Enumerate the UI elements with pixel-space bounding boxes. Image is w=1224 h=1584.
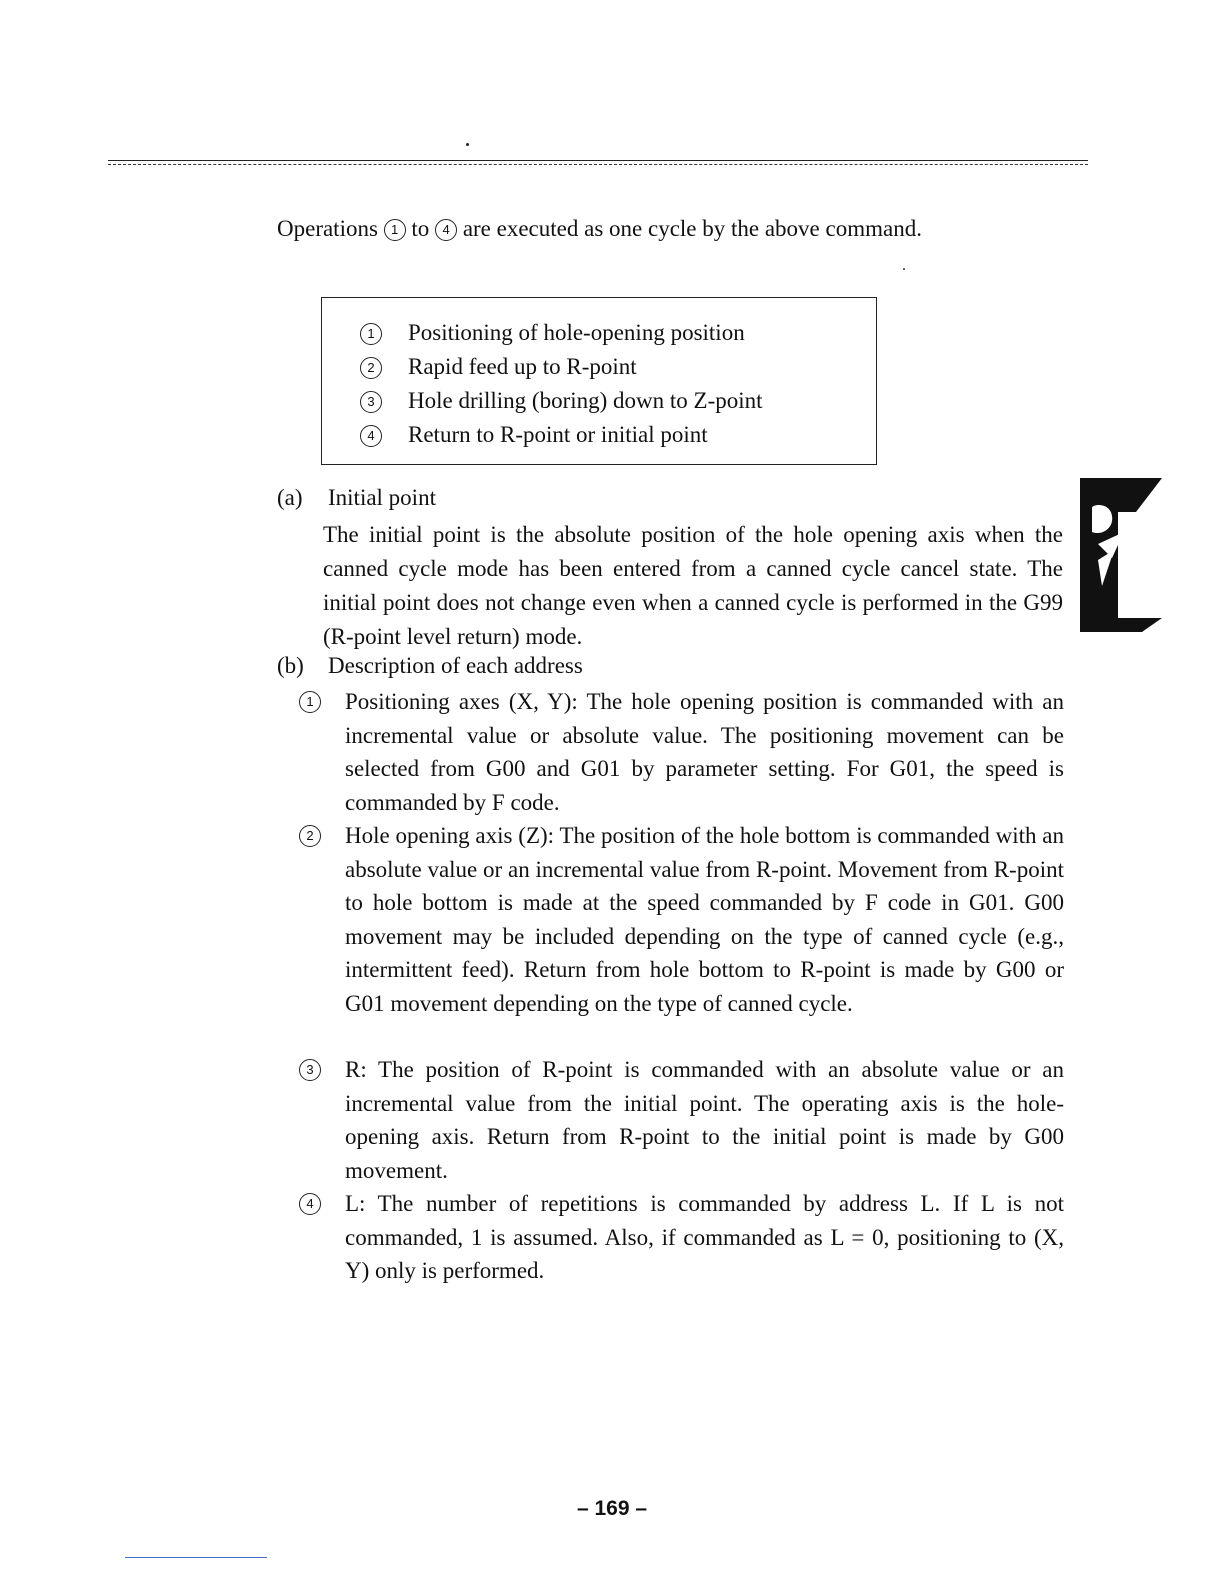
circled-number-icon: 2 <box>360 357 382 379</box>
section-a-body: The initial point is the absolute position of the hole opening axis when the canned cycle mode has been entered from a canned cycle cancel state. The initial point does not change even when a canned cycle is performed in the G99 (R-point level return) mode. <box>323 522 1063 649</box>
circled-number-icon: 3 <box>299 1059 321 1081</box>
section-b-title: Description of each address <box>328 653 583 678</box>
footer-rule <box>125 1557 267 1558</box>
section-b-label: (b) <box>277 653 304 678</box>
address-item <box>299 819 1064 1021</box>
circled-number-icon: 4 <box>435 219 457 241</box>
operation-item: 3 Hole drilling (boring) down to Z-point <box>360 384 763 418</box>
scan-dot <box>903 268 905 270</box>
circled-number-icon: 1 <box>384 219 406 241</box>
section-a-title: Initial point <box>328 485 436 510</box>
address-item-text: Positioning axes (X, Y): The hole opening position is commanded with an incremental value or absolute value. The positioning movement can be selected from G00 and G01 by parameter setting. For G01, the speed is commanded by F code. <box>345 689 1064 815</box>
section-a-label: (a) <box>277 485 303 510</box>
page-number: – 169 – <box>576 1497 648 1520</box>
chapter-tab-icon <box>1080 478 1162 632</box>
scan-dot <box>466 143 469 146</box>
address-item-text: L: The number of repetitions is commanded by address L. If L is not commanded, 1 is assumed. Also, if commanded as L = 0, positioning to (X, Y) only is performed. <box>345 1191 1064 1284</box>
address-item-text: R: The position of R-point is commanded with an absolute value or an incremental value from the initial point. The operating axis is the hole-opening axis. Return from R-point to the initial point is made by G00 movement. <box>345 1057 1064 1183</box>
circled-number-icon: 1 <box>360 323 382 345</box>
address-item-text: Hole opening axis (Z): The position of the hole bottom is commanded with an absolute value or an incremental value from R-point. Movement from R-point to hole bottom is made at the speed commanded by F code in G01. G00 movement may be included depending on the type of canned cycle (e.g., intermittent feed). Return from hole bottom to R-point is made by G00 or G01 movement depending on the type of canned cycle. <box>345 823 1064 1016</box>
intro-sentence: Operations 1 to 4 are executed as one cycle by the above command. <box>277 216 922 241</box>
operation-item: 4 Return to R-point or initial point <box>360 418 763 452</box>
top-rule <box>108 160 1088 166</box>
circled-number-icon: 4 <box>360 425 382 447</box>
address-item <box>299 1187 1064 1288</box>
circled-number-icon: 3 <box>360 391 382 413</box>
address-item <box>299 685 1064 819</box>
address-item <box>299 1053 1064 1187</box>
operation-item: 1 Positioning of hole-opening position <box>360 316 763 350</box>
circled-number-icon: 1 <box>299 691 321 713</box>
operation-item: 2 Rapid feed up to R-point <box>360 350 763 384</box>
circled-number-icon: 2 <box>299 825 321 847</box>
circled-number-icon: 4 <box>299 1193 321 1215</box>
operations-box <box>321 297 877 465</box>
